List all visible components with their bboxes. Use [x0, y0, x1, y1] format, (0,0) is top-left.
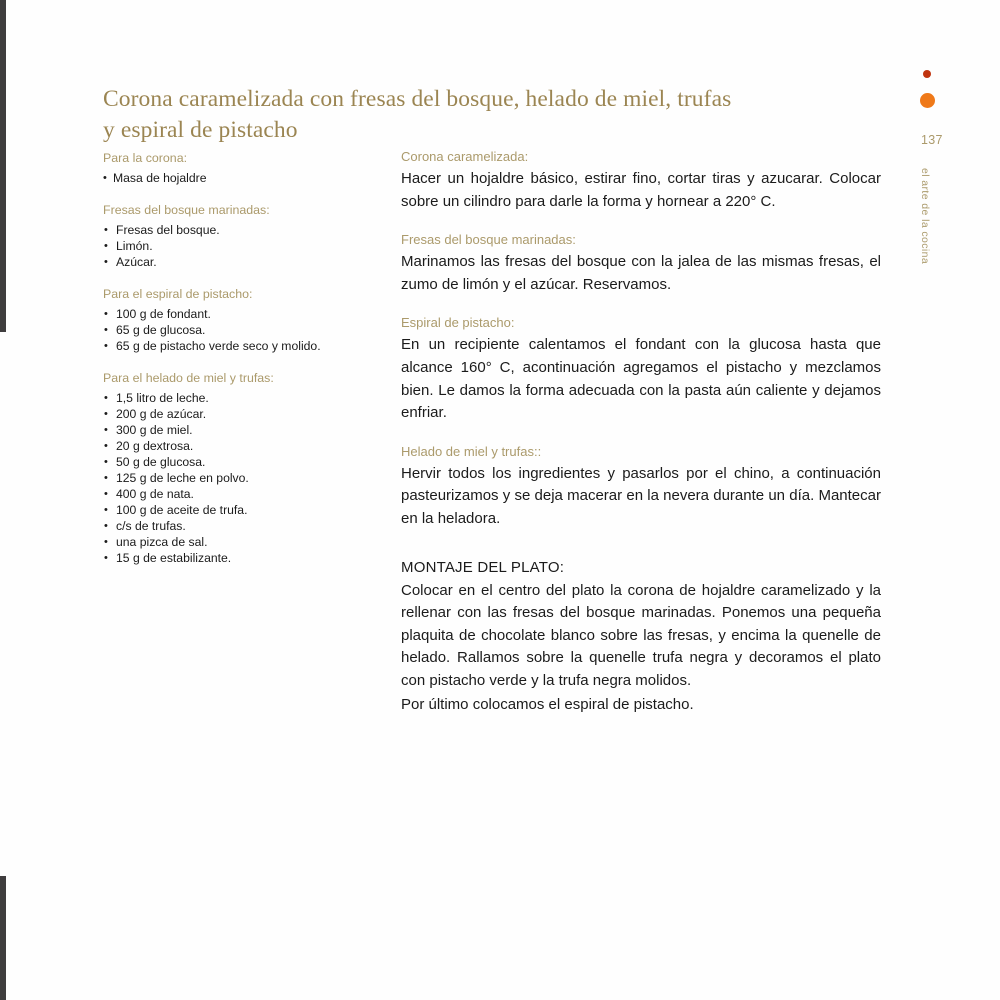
list-item: • 200 g de azúcar. — [103, 406, 373, 422]
list-item: • 125 g de leche en polvo. — [103, 470, 373, 486]
orange-dot-icon — [920, 93, 935, 108]
list-item: • 300 g de miel. — [103, 422, 373, 438]
list-item: • 50 g de glucosa. — [103, 454, 373, 470]
list-item: • 1,5 litro de leche. — [103, 390, 373, 406]
step-heading: Espiral de pistacho: — [401, 315, 515, 331]
step-body: Marinamos las fresas del bosque con la jalea de las mismas fresas, el zumo de limón y el azúcar. Reservamos. — [401, 253, 881, 293]
step-body: Hacer un hojaldre básico, estirar fino, cortar tiras y azucarar. Colocar sobre un cilindro para darle la forma y hornear a 220° C. — [401, 170, 881, 210]
left-edge-band-top — [0, 0, 6, 332]
plating-closing: Por último colocamos el espiral de pistacho. — [401, 695, 694, 713]
list-item: • 400 g de nata. — [103, 486, 373, 502]
list-item: • 65 g de pistacho verde seco y molido. — [103, 338, 373, 354]
ingredient-block — [103, 370, 373, 566]
step-heading: Fresas del bosque marinadas: — [401, 232, 576, 248]
ingredient-group-heading: Para la corona: — [103, 151, 188, 165]
list-item: • 15 g de estabilizante. — [103, 550, 373, 566]
ingredient-block — [103, 150, 373, 186]
page-title: Corona caramelizada con fresas del bosque, helado de miel, trufas y espiral de pistacho — [103, 86, 732, 143]
margin-decoration — [920, 70, 960, 108]
ingredient-group-heading: Para el espiral de pistacho: — [103, 287, 253, 301]
book-title-vertical: el arte de la cocina — [919, 168, 931, 265]
list-item: • 100 g de aceite de trufa. — [103, 502, 373, 518]
page-number: 137 — [921, 133, 943, 147]
preparation-step — [401, 231, 881, 296]
list-item: • Azúcar. — [103, 254, 373, 270]
plating-section — [401, 557, 881, 717]
ingredient-list — [103, 222, 373, 270]
ingredient-group-heading: Para el helado de miel y trufas: — [103, 371, 274, 385]
ingredient-block — [103, 202, 373, 270]
preparation-step — [401, 314, 881, 424]
step-body: Hervir todos los ingredientes y pasarlos por el chino, a continuación pasteurizamos y se deja macerar en la nevera durante un día. Mantecar en la heladora. — [401, 464, 881, 527]
list-item: • una pizca de sal. — [103, 534, 373, 550]
red-dot-icon — [923, 70, 931, 78]
left-edge-band-bottom — [0, 876, 6, 1000]
step-body: En un recipiente calentamos el fondant con la glucosa hasta que alcance 160° C, acontinuación agregamos el pistacho y mezclamos bien. Le damos la forma adecuada con la pasta aún caliente y dejamos enfriar. — [401, 336, 881, 422]
list-item: • 65 g de glucosa. — [103, 322, 373, 338]
ingredients-column — [103, 150, 373, 566]
ingredient-list — [103, 306, 373, 354]
list-item: • 20 g dextrosa. — [103, 438, 373, 454]
list-item: • Masa de hojaldre — [103, 170, 373, 186]
ingredient-block — [103, 286, 373, 354]
plating-body: Colocar en el centro del plato la corona de hojaldre caramelizado y la rellenar con las fresas del bosque marinadas. Ponemos una pequeña plaquita de chocolate blanco sobre las fresas, y encima la quenelle de helado. Rallamos sobre la quenelle trufa negra y decoramos el plato con pistacho verde y la trufa negra molidos. — [401, 581, 881, 689]
preparation-step — [401, 443, 881, 531]
preparation-step — [401, 148, 881, 213]
ingredient-group-heading: Fresas del bosque marinadas: — [103, 203, 270, 217]
preparation-column — [401, 148, 881, 716]
list-item: • 100 g de fondant. — [103, 306, 373, 322]
step-heading: Helado de miel y trufas:: — [401, 443, 542, 459]
plating-heading: MONTAJE DEL PLATO: — [401, 558, 565, 576]
list-item: • Limón. — [103, 238, 373, 254]
list-item: • Fresas del bosque. — [103, 222, 373, 238]
step-heading: Corona caramelizada: — [401, 149, 529, 164]
list-item: • c/s de trufas. — [103, 518, 373, 534]
ingredient-list — [103, 390, 373, 566]
ingredient-list — [103, 170, 373, 186]
